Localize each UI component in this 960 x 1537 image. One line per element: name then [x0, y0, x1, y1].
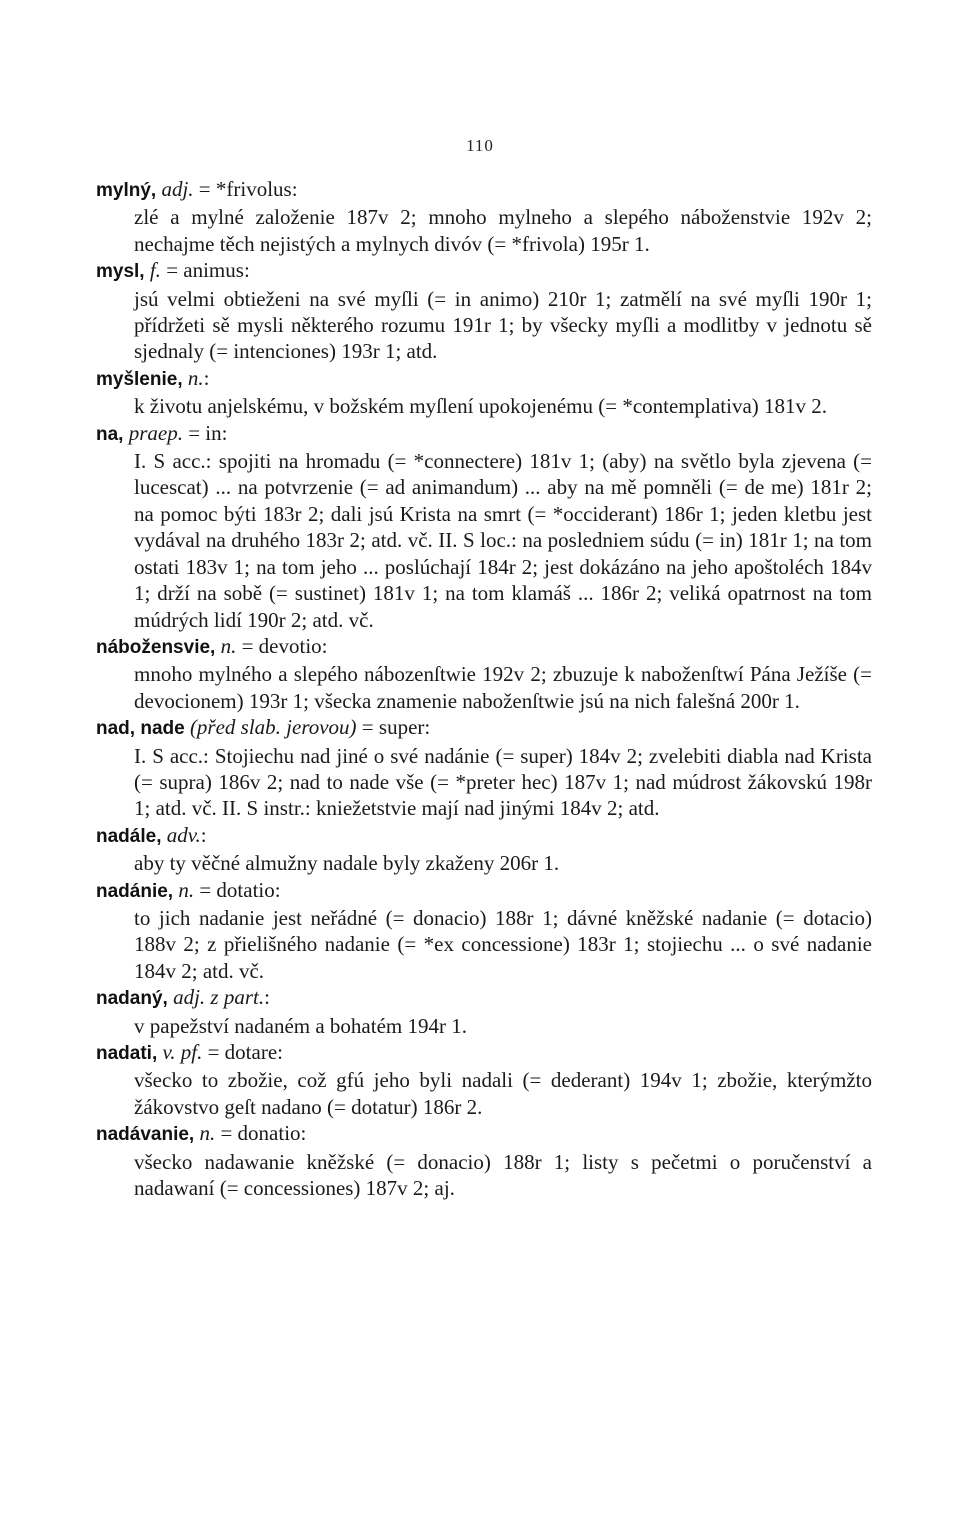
- headword: nadále,: [96, 825, 162, 847]
- dictionary-entry: [96, 633, 872, 714]
- entry-text: všecko to zbožie, což gfú jeho byli nadali (= dederant) 194v 1; zbožie, kterýmžto žákovstvo geſt nadano (= dotatur) 186r 2.: [134, 1068, 872, 1119]
- entry-text: všecko nadawanie kněžské (= donacio) 188r 1; listy s pečetmi o poručenství a nadawaní (= concessiones) 187v 2; aj.: [134, 1149, 872, 1201]
- entry-heading: [96, 984, 872, 1012]
- entry-heading: [96, 877, 872, 905]
- latin-gloss: = in:: [182, 420, 228, 445]
- entry-heading: [96, 257, 872, 285]
- headword: nadaný,: [96, 988, 168, 1010]
- headword: myšlenie,: [96, 368, 183, 390]
- entry-text: mnoho mylného a slepého nábozenſtwie 192v 2; zbuzuje k naboženſtwí Pána Ježíše (= devocionem) 193r 1; všecka znamenie naboženſtwie jsú na nich falešná 200r 1.: [134, 662, 872, 713]
- grammar-label: adj.: [161, 177, 194, 201]
- headword: nadánie,: [96, 880, 174, 902]
- headword: nadati,: [96, 1043, 158, 1064]
- entry-heading: [96, 420, 872, 448]
- latin-gloss: = animus:: [160, 258, 250, 283]
- entry-text: k životu anjelskému, v božském myſlení upokojenému (= *contemplativa) 181v 2.: [134, 394, 828, 419]
- dictionary-entry: [96, 1039, 872, 1120]
- dictionary-entry: [96, 365, 872, 420]
- grammar-label: n.: [178, 877, 195, 902]
- dictionary-entry: [96, 420, 872, 633]
- grammar-label: adj. z part.: [173, 985, 265, 1010]
- dictionary-entry: [96, 176, 872, 257]
- entry-text: v papežství nadaném a bohatém 194r 1.: [134, 1013, 467, 1038]
- grammar-label: n.: [220, 633, 237, 658]
- entry-text: to jich nadanie jest neřádné (= donacio) 188r 1; dávné kněžské nadanie (= dotacio) 188v 2; z přielišného nadanie (= *ex concessione) 183r 1; stojiechu ... o své nadanie 184v 2; atd. vč.: [134, 905, 872, 983]
- entry-text: zlé a mylné založenie 187v 2; mnoho mylneho a slepého náboženstvie 192v 2; nechajme těch nejistých a mylnych divóv (= *frivola) 195r 1.: [134, 205, 872, 256]
- entry-heading: [96, 1039, 872, 1067]
- grammar-label: n.: [187, 365, 204, 390]
- latin-gloss: = *frivolus:: [193, 177, 298, 201]
- latin-gloss: :: [203, 365, 210, 390]
- latin-gloss: :: [264, 985, 270, 1010]
- grammar-label: v. pf.: [162, 1040, 203, 1064]
- latin-gloss: :: [200, 822, 207, 847]
- dictionary-entry: [96, 257, 872, 365]
- headword: nadávanie,: [96, 1124, 195, 1146]
- entry-heading: [96, 1120, 872, 1148]
- headword: mysl,: [96, 261, 145, 283]
- headword: mylný,: [96, 180, 157, 201]
- grammar-label: (před slab. jerovou): [189, 715, 357, 740]
- grammar-label: f.: [149, 258, 161, 283]
- latin-gloss: = devotio:: [236, 633, 328, 658]
- latin-gloss: = dotatio:: [194, 877, 281, 902]
- entry-heading: [96, 365, 872, 393]
- latin-gloss: = super:: [356, 715, 431, 740]
- entry-heading: [96, 633, 872, 661]
- entry-heading: [96, 714, 872, 742]
- dictionary-entry: [96, 1120, 872, 1201]
- dictionary-entry: [96, 984, 872, 1039]
- headword: na,: [96, 423, 124, 445]
- grammar-label: n.: [199, 1121, 216, 1146]
- entries-list: [96, 176, 872, 1201]
- dictionary-entry: [96, 877, 872, 985]
- entry-text: I. S acc.: spojiti na hromadu (= *connectere) 181v 1; (aby) na světlo byla zjevena (= lucescat) ... na potvrzenie (= ad animandum) ... aby na mě pomněli (= de me) 181r 2; na pomoc býti 183r 2; dali jsú Krista na smrt (= *occiderant) 186r 1; jeden kletbu jest vydával na druhého 183r 2; atd. vč. II. S loc.: na posledniem súdu (= in) 181r 1; na tom ostati 183v 1; na tom jeho ... poslúchají 184r 2; jest dokázáno na jeho apoštoléch 184v 1; drží na sobě (= sustinet) 181v 1; na tom klamáš ... 186r 2; veliká opatrnost na tom múdrých lidí 190r 2; atd. vč.: [134, 449, 872, 632]
- dictionary-entry: [96, 822, 872, 877]
- headword: nábožensvie,: [96, 636, 216, 658]
- latin-gloss: = dotare:: [202, 1040, 283, 1064]
- headword: nad, nade: [96, 718, 185, 740]
- latin-gloss: = donatio:: [215, 1121, 307, 1146]
- entry-text: I. S acc.: Stojiechu nad jiné o své nadánie (= super) 184v 2; zvelebiti diabla nad Krista (= supra) 186v 2; nad to nade vše (= *preter hec) 187v 1; nad múdrost žákovskú 198r 1; atd. vč. II. S instr.: kniežetstvie mají nad jinými 184v 2; atd.: [134, 743, 872, 821]
- grammar-label: adv.: [166, 822, 201, 847]
- entry-text: jsú velmi obtieženi na své myſli (= in animo) 210r 1; zatmělí na své myſli 190r 1; přídržeti sě mysli některého rozumu 191r 1; by všecky myſli a modlitby v jednotu sě sjednaly (= intenciones) 193r 1; atd.: [134, 286, 872, 364]
- dictionary-entry: [96, 714, 872, 822]
- entry-heading: [96, 176, 872, 204]
- entry-heading: [96, 822, 872, 850]
- page-number: 110: [466, 136, 494, 155]
- grammar-label: praep.: [128, 420, 183, 445]
- entry-text: aby ty věčné almužny nadale byly zkaženy 206r 1.: [134, 851, 560, 876]
